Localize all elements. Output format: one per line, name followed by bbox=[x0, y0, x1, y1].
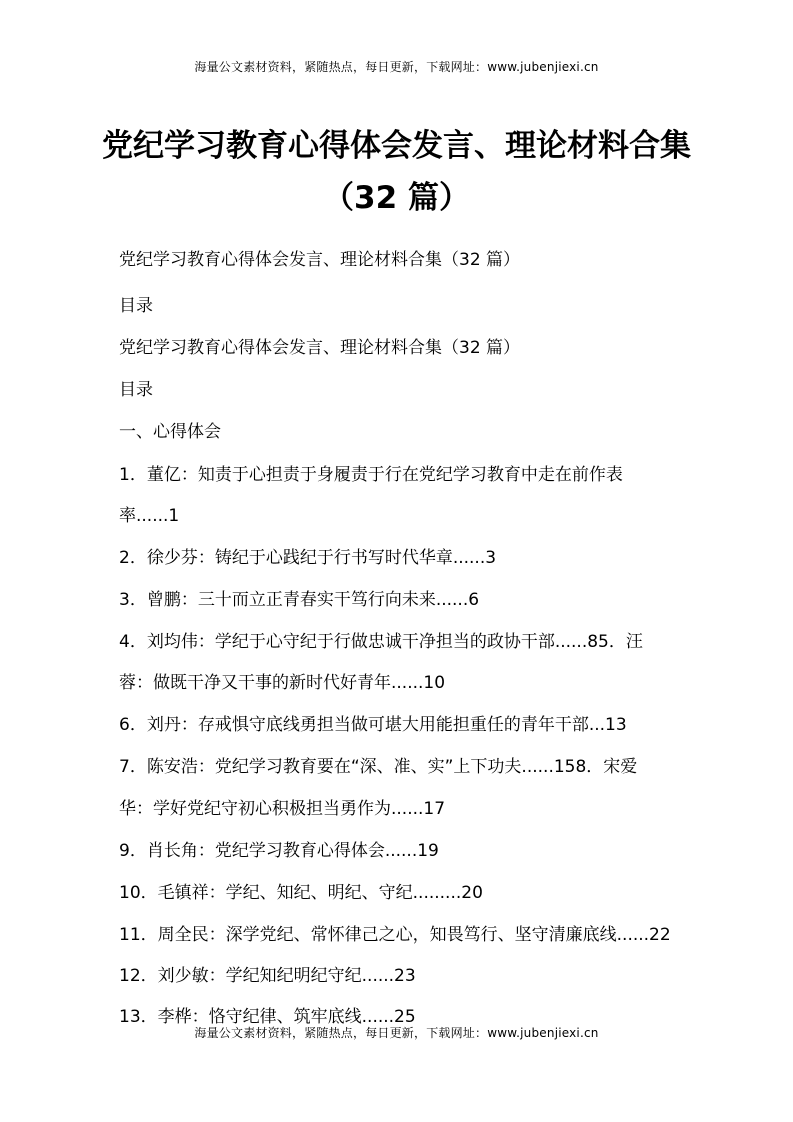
toc-item: 1．董亿：知责于心担责于身履责于行在党纪学习教育中走在前作表 bbox=[119, 465, 623, 485]
page-footer: 海量公文素材资料，紧随热点，每日更新，下载网址：www.jubenjiexi.cn bbox=[194, 1026, 599, 1040]
body-line: 目录 bbox=[119, 296, 153, 316]
toc-item: 10．毛镇祥：学纪、知纪、明纪、守纪.........20 bbox=[119, 883, 483, 903]
toc-item: 9．肖长角：党纪学习教育心得体会......19 bbox=[119, 841, 439, 861]
toc-item: 7．陈安浩：党纪学习教育要在“深、准、实”上下功夫......158．宋爱 bbox=[119, 757, 638, 777]
toc-item: 2．徐少芬：铸纪于心践纪于行书写时代华章......3 bbox=[119, 548, 497, 568]
title-line-2: （32 篇） bbox=[323, 180, 470, 216]
toc-item: 6．刘丹：存戒惧守底线勇担当做可堪大用能担重任的青年干部...13 bbox=[119, 715, 627, 735]
title-line-1: 党纪学习教育心得体会发言、理论材料合集 bbox=[102, 128, 691, 164]
toc-item: 4．刘均伟：学纪于心守纪于行做忠诚干净担当的政协干部......85．汪 bbox=[119, 632, 643, 652]
body-line: 党纪学习教育心得体会发言、理论材料合集（32 篇） bbox=[119, 338, 521, 358]
body-line: 目录 bbox=[119, 380, 153, 400]
toc-item: 率......1 bbox=[119, 506, 180, 526]
toc-item: 13．李桦：恪守纪律、筑牢底线......25 bbox=[119, 1007, 416, 1027]
toc-item: 3．曾鹏：三十而立正青春实干笃行向未来......6 bbox=[119, 590, 480, 610]
page-header: 海量公文素材资料，紧随热点，每日更新，下载网址：www.jubenjiexi.cn bbox=[194, 60, 599, 74]
section-heading: 一、心得体会 bbox=[119, 422, 221, 442]
toc-item: 蓉：做既干净又干事的新时代好青年......10 bbox=[119, 673, 446, 693]
toc-item: 华：学好党纪守初心积极担当勇作为......17 bbox=[119, 799, 446, 819]
toc-item: 11．周全民：深学党纪、常怀律己之心，知畏笃行、坚守清廉底线......22 bbox=[119, 925, 671, 945]
toc-item: 12．刘少敏：学纪知纪明纪守纪......23 bbox=[119, 966, 416, 986]
body-line: 党纪学习教育心得体会发言、理论材料合集（32 篇） bbox=[119, 250, 521, 270]
